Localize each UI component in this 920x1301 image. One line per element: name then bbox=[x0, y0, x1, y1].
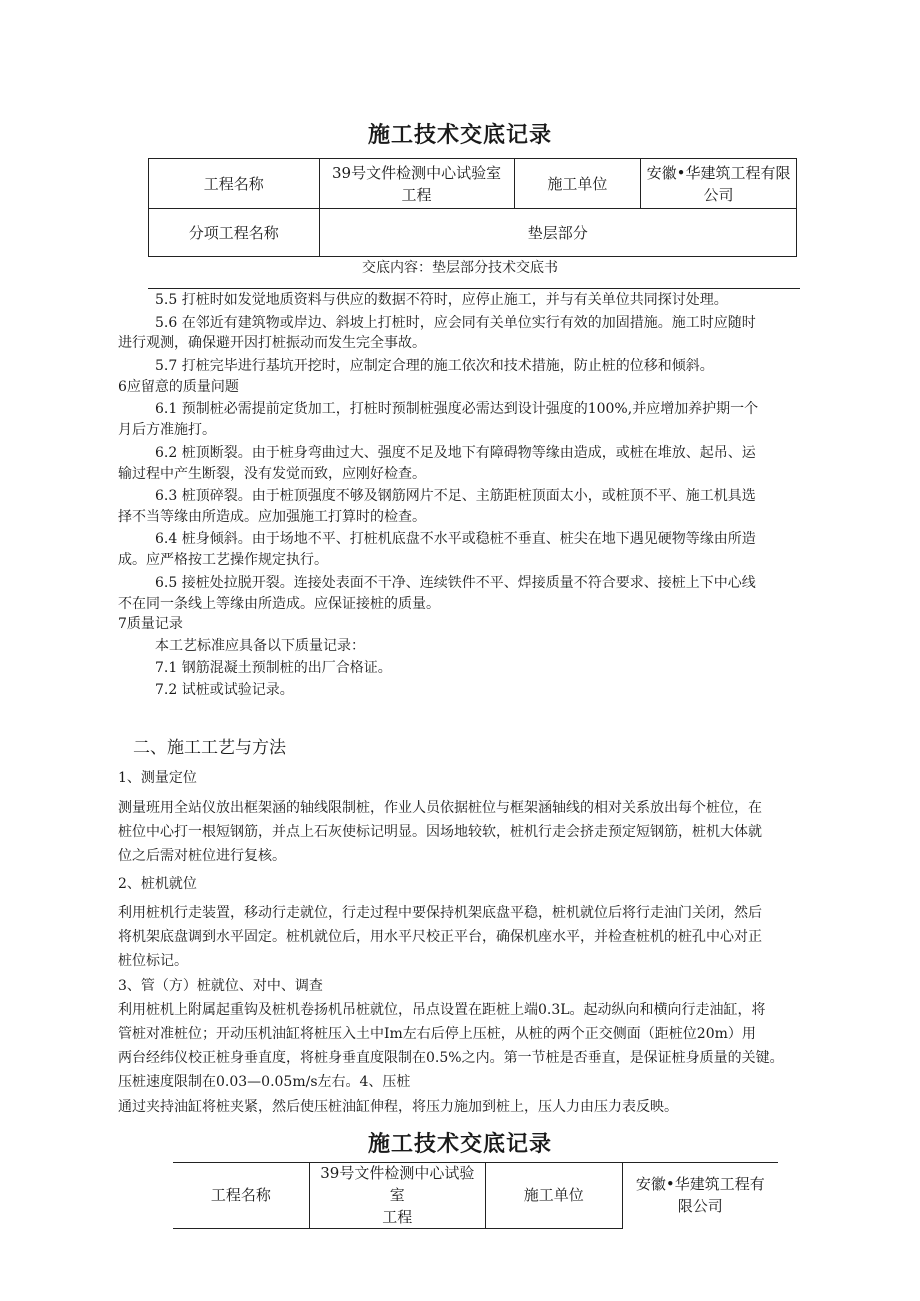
body-line: 7.2 试桩或试验记录。 bbox=[155, 682, 294, 698]
part-line: 利用桩机上附属起重钩及桩机卷扬机吊桩就位，吊点设置在距桩上端0.3L。起动纵向和横向行走油缸，将 bbox=[118, 1002, 766, 1018]
body-line: 6.2 桩顶断裂。由于桩身弯曲过大、强度不足及地下有障碍物等缘由造成，或桩在堆放、起吊、运 bbox=[155, 445, 756, 461]
subproject-name: 垫层部分 bbox=[319, 209, 796, 257]
body-line: 5.7 打桩完毕进行基坑开挖时，应制定合理的施工依次和技术措施，防止桩的位移和倾斜。 bbox=[155, 358, 714, 374]
label-unit: 施工单位 bbox=[485, 1162, 622, 1229]
body-line: 6应留意的质量问题 bbox=[118, 379, 239, 395]
part-line: 利用桩机行走装置，移动行走就位，行走过程中要保持机架底盘平稳，桩机就位后将行走油门关闭，然后 bbox=[118, 905, 762, 921]
part-line: 测量班用全站仪放出框架涵的轴线限制桩，作业人员依据桩位与框架涵轴线的相对关系放出每个桩位，在 bbox=[118, 800, 762, 816]
project-name-line2: 工程 bbox=[382, 1208, 413, 1226]
unit-line1: 安徽•华建筑工程有限 bbox=[646, 163, 791, 182]
part-line: 桩位中心打一根短钢筋，并点上石灰使标记明显。因场地较软，桩机行走会挤走预定短钢筋，桩机大体就 bbox=[118, 824, 762, 840]
label-unit: 施工单位 bbox=[514, 159, 641, 209]
page-title: 施工技术交底记录 bbox=[367, 123, 552, 148]
unit-cell bbox=[622, 1162, 778, 1229]
body-line: 6.1 预制桩必需提前定货加工，打桩时预制桩强度必需达到设计强度的100%,并应增加养护期一个 bbox=[155, 401, 759, 417]
part-line: 两台经纬仪校正桩身垂直度，将桩身垂直度限制在0.5%之内。第一节桩是否垂直，是保证桩身质量的关键。 bbox=[118, 1050, 784, 1066]
divider bbox=[148, 288, 800, 289]
project-name-line1: 39号文件检测中心试验室 bbox=[331, 163, 502, 182]
part-line: 通过夹持油缸将桩夹紧，然后使压桩油缸伸程，将压力施加到桩上，压人力由压力表反映。 bbox=[118, 1099, 678, 1115]
body-line: 5.6 在邻近有建筑物或岸边、斜坡上打桩时，应会同有关单位实行有效的加固措施。施工时应随时 bbox=[155, 315, 756, 331]
body-line: 7.1 钢筋混凝土预制桩的出厂合格证。 bbox=[155, 660, 392, 676]
part-line: 将机架底盘调到水平固定。桩机就位后，用水平尺校正平台，确保机座水平，并检查桩机的桩孔中心对正 bbox=[118, 929, 762, 945]
body-line: 6.4 桩身倾斜。由于场地不平、打桩机底盘不水平或稳桩不垂直、桩尖在地下遇见硬物等缘由所造 bbox=[155, 531, 756, 547]
unit-line2: 限公司 bbox=[677, 1197, 723, 1216]
part-line: 压桩速度限制在0.03—0.05m∕s左右。4、压桩 bbox=[118, 1074, 411, 1090]
part-line: 桩位标记。 bbox=[118, 953, 188, 969]
part-heading: 3、管（方）桩就位、对中、调查 bbox=[118, 978, 323, 994]
part-heading: 2、桩机就位 bbox=[118, 876, 197, 892]
body-line: 进行观测，确保避开因打桩振动而发生完全事故。 bbox=[118, 335, 426, 351]
body-line: 月后方准施打。 bbox=[118, 422, 216, 438]
body-line: 输过程中产生断裂，没有发觉而致，应刚好检查。 bbox=[118, 466, 426, 482]
disclosure-content: 交底内容：垫层部分技术交底书 bbox=[362, 260, 558, 276]
body-line: 择不当等缘由所造成。应加强施工打算时的检查。 bbox=[118, 509, 426, 525]
unit-cell bbox=[641, 159, 797, 209]
page-title-repeat: 施工技术交底记录 bbox=[367, 1132, 552, 1157]
header-table-repeat bbox=[173, 1162, 778, 1229]
body-line: 5.5 打桩时如发觉地质资料与供应的数据不符时，应停止施工，并与有关单位共同探讨处理。 bbox=[155, 292, 728, 308]
part-line: 管桩对准桩位；开动压机油缸将桩压入土中Im左右后停上压桩，从桩的两个正交侧面（距桩位20m）用 bbox=[118, 1026, 756, 1042]
section-title: 二、施工工艺与方法 bbox=[133, 738, 286, 758]
project-name-line2: 工程 bbox=[401, 185, 432, 204]
body-line: 本工艺标准应具备以下质量记录： bbox=[155, 638, 365, 654]
project-name-cell bbox=[309, 1162, 485, 1229]
body-line: 成。应严格按工艺操作规定执行。 bbox=[118, 552, 328, 568]
unit-line2: 公司 bbox=[703, 185, 734, 204]
label-subproject: 分项工程名称 bbox=[149, 209, 320, 257]
project-name-line1: 39号文件检测中心试验室 bbox=[320, 1164, 475, 1204]
part-line: 位之后需对桩位进行复核。 bbox=[118, 848, 286, 864]
body-line: 6.5 接桩处拉脱开裂。连接处表面不干净、连续铁件不平、焊接质量不符合要求、接桩上下中心线 bbox=[155, 575, 756, 591]
body-line: 6.3 桩顶碎裂。由于桩顶强度不够及钢筋网片不足、主筋距桩顶面太小，或桩顶不平、施工机具选 bbox=[155, 488, 756, 504]
label-project: 工程名称 bbox=[173, 1162, 309, 1229]
unit-line1: 安徽•华建筑工程有 bbox=[635, 1175, 765, 1194]
body-line: 7质量记录 bbox=[118, 616, 183, 632]
project-name-cell bbox=[319, 159, 514, 209]
header-table bbox=[148, 158, 797, 257]
part-heading: 1、测量定位 bbox=[118, 770, 197, 786]
label-project: 工程名称 bbox=[149, 159, 320, 209]
body-line: 不在同一条线上等缘由所造成。应保证接桩的质量。 bbox=[118, 596, 440, 612]
